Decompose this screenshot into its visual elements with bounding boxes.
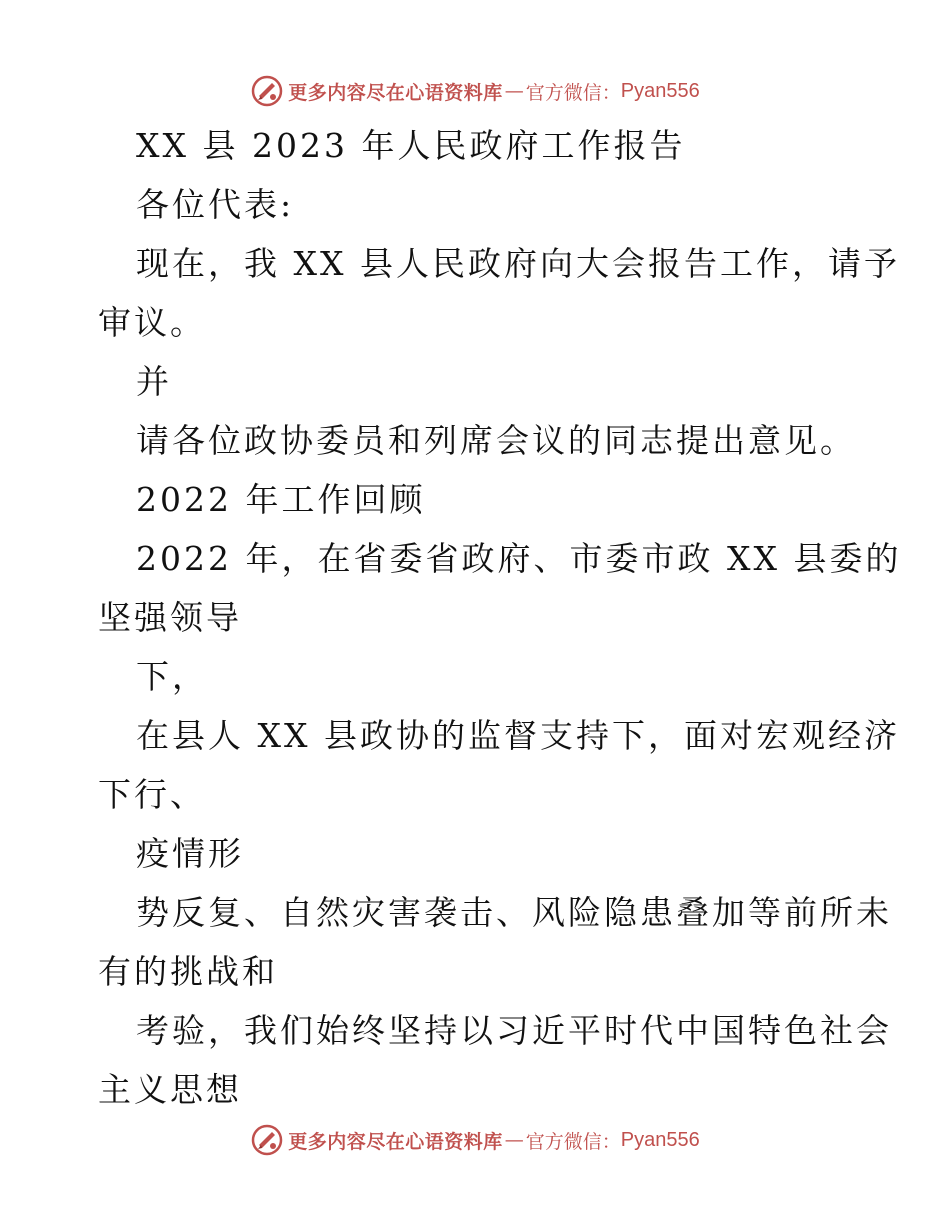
footer-watermark — [0, 1120, 950, 1160]
header-watermark — [0, 71, 950, 111]
watermark-text: 更多内容尽在心语资料库 — [288, 1130, 503, 1153]
salutation: 各位代表: — [136, 185, 295, 224]
watermark-wechat-label: 官方微信： — [525, 81, 621, 104]
paragraph-line: 下行、 — [98, 775, 206, 814]
paragraph-line: 疫情形 — [136, 834, 244, 873]
paragraph-line: 2022 年，在省委省政府、市委市政 XX 县委的 — [136, 539, 902, 578]
watermark-wechat-id: Pyan556 — [620, 1128, 700, 1151]
section-heading: 2022 年工作回顾 — [136, 480, 426, 519]
paragraph-line: 主义思想 — [98, 1070, 242, 1109]
watermark-separator: — — [504, 80, 524, 102]
watermark-wechat-id: Pyan556 — [620, 79, 700, 102]
paragraph-line: 请各位政协委员和列席会议的同志提出意见。 — [136, 421, 856, 460]
watermark-text: 更多内容尽在心语资料库 — [288, 81, 503, 104]
document-title: XX 县 2023 年人民政府工作报告 — [136, 126, 686, 165]
paragraph-line: 下， — [136, 657, 208, 696]
watermark-wechat-label: 官方微信： — [525, 1130, 621, 1153]
paragraph-line: 现在，我 XX 县人民政府向大会报告工作，请予 — [136, 244, 900, 283]
paragraph-line: 并 — [136, 362, 172, 401]
paragraph-line: 有的挑战和 — [98, 952, 278, 991]
paragraph-line: 考验，我们始终坚持以习近平时代中国特色社会 — [136, 1011, 892, 1050]
watermark-separator: — — [504, 1129, 524, 1151]
paragraph-line: 坚强领导 — [98, 598, 242, 637]
paragraph-line: 势反复、自然灾害袭击、风险隐患叠加等前所未 — [136, 893, 892, 932]
logo-icon — [250, 1123, 284, 1157]
logo-icon — [250, 74, 284, 108]
paragraph-line: 审议。 — [98, 303, 206, 342]
paragraph-line: 在县人 XX 县政协的监督支持下，面对宏观经济 — [136, 716, 900, 755]
